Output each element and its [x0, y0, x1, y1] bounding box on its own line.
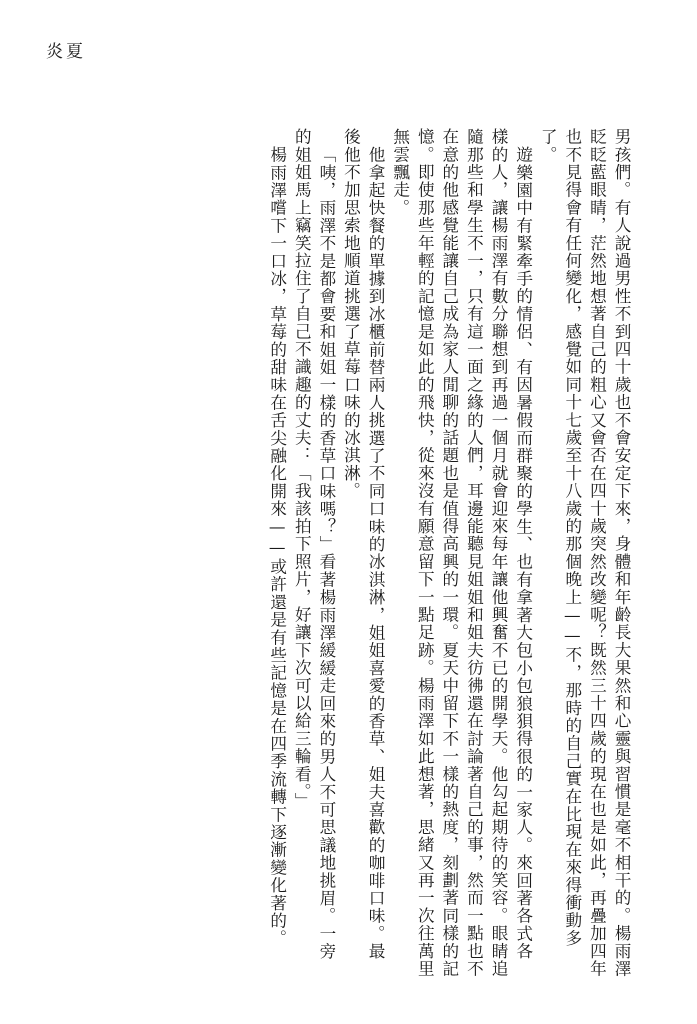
- paragraph-4: 「咦，雨澤不是都會要和姐姐一樣的香草口味嗎？」看著楊雨澤緩緩走回來的男人不可思議地挑眉。一旁的姐姐馬上竊笑拉住了自己不識趣的丈夫：「我該拍下照片，好讓下次可以給三輪看。」: [292, 128, 336, 961]
- paragraph-3: 他拿起快餐的單據到冰櫃前替兩人挑選了不同口味的冰淇淋，姐姐喜愛的香草、姐夫喜歡的咖啡口味。最後他不加思索地順道挑選了草莓口味的冰淇淋。: [341, 128, 386, 961]
- paragraph-2: 遊樂園中有緊牽手的情侶、有因暑假而群聚的學生、也有拿著大包小包狼狽得很的一家人。來回著各式各樣的人，讓楊雨澤有數分聯想到再過一個月就會迎來每年讓他興奮不已的開學天。他勾起期待的笑容。眼睛追隨那些和學生不一，只有這一面之緣的人們，耳邊能聽見姐姐和姐夫彷彿還在討論著自己的事，然而一點也不在意的他感覺能讓自己成為家人閒聊的話題也是值得高興的一環。夏天中留下不一樣的熱度，刻劃著同樣的記憶。即使那些年輕的記憶是如此的飛快，從來沒有願意留下一點足跡。楊雨澤如此想著，思緒又再一次往萬里無雲飄走。: [390, 128, 533, 978]
- paragraph-5: 楊雨澤嚐下一口冰，草莓的甜味在舌尖融化開來——或許還是有些記憶是在四季流轉下逐漸變化著的。: [267, 146, 287, 948]
- vertical-body-text: [103, 128, 633, 978]
- paragraph-1: 男孩們。有人說過男性不到四十歲也不會安定下來，身體和年齡長大果然和心靈與習慣是毫不相干的。楊雨澤眨眨藍眼睛，茫然地想著自己的粗心又會否在四十歲突然改變呢？既然三十四歲的現在也是如此，再疊加四年也不見得會有任何變化，感覺如同十七歲至十八歲的那個晚上——不，那時的自己實在比現在來得衝動多了。: [538, 128, 631, 978]
- running-header-title: 炎夏: [46, 42, 86, 62]
